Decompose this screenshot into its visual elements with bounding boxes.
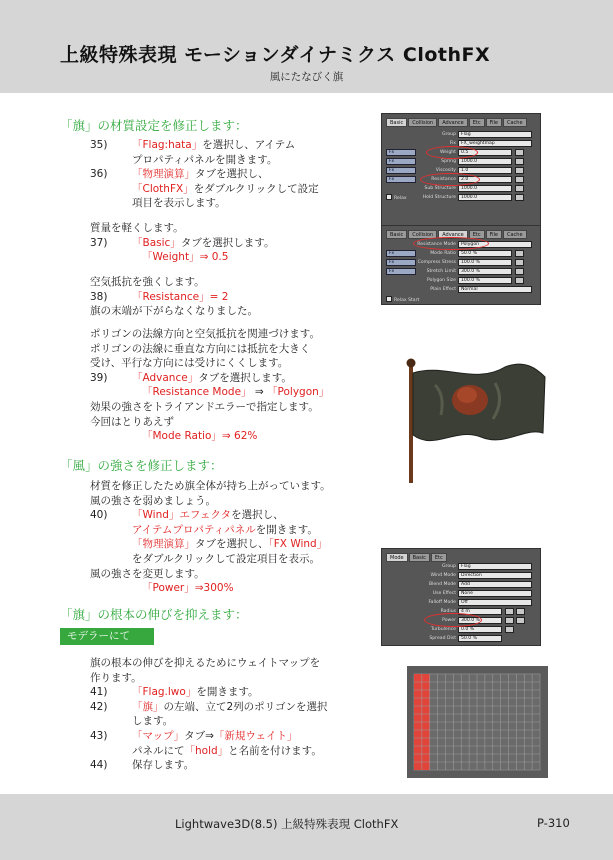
power-field[interactable]: 300.0 % bbox=[458, 617, 502, 624]
weight-field[interactable]: 0.5 bbox=[458, 149, 512, 156]
radius-envelope-icon[interactable] bbox=[505, 608, 514, 615]
tab-advance[interactable]: Advance bbox=[438, 118, 468, 127]
instruction-step-39: ポリゴンの法線方向と空気抵抗を関連づけます。 ポリゴンの法線に垂直な方向には抵抗を大きく 受け、平行な方向には受けにくくします。 39) 「Advance」タブを選択します。 「Resistance Mode」 ⇒ 「Polygon」 効果の強さをトライアンドエラーで指定します。 今回はとりあえず 「Mode Ratio」⇒ 62% bbox=[90, 328, 330, 443]
compress-stress-field[interactable]: 100.0 % bbox=[458, 259, 512, 266]
row-wind-mode: Wind Mode Direction bbox=[382, 572, 542, 580]
tab-collision[interactable]: Collision bbox=[408, 118, 437, 127]
weight-map-grid bbox=[407, 666, 548, 778]
row-polygon-size: Polygon Size 100.0 % bbox=[382, 277, 542, 285]
blend-mode-select[interactable]: Add bbox=[458, 581, 532, 588]
weight-envelope-button[interactable]: Fx bbox=[386, 149, 416, 156]
row-group: Group Flag bbox=[382, 131, 542, 139]
resistance-highlight-circle bbox=[420, 173, 480, 186]
resistance-mode-highlight-circle bbox=[413, 237, 489, 250]
row-weight: Fx Weight 0.5 bbox=[382, 149, 542, 157]
polygon-size-field[interactable]: 100.0 % bbox=[458, 277, 512, 284]
spring-envelope-icon[interactable] bbox=[515, 158, 524, 165]
viscosity-envelope-button[interactable]: Fx bbox=[386, 167, 416, 174]
page-title: 上級特殊表現 モーションダイナミクス ClothFX bbox=[60, 44, 491, 66]
panel-tabs bbox=[386, 553, 448, 562]
flag-render-image bbox=[385, 355, 555, 485]
mode-ratio-field[interactable]: 50.0 % bbox=[458, 250, 512, 257]
row-stretch-limit: Fx Stretch Limit 300.0 % bbox=[382, 268, 542, 276]
mode-ratio-envelope-icon[interactable] bbox=[515, 250, 524, 257]
row-hold-structure: Relax Hold Structure 1000.0 bbox=[382, 194, 542, 202]
row-power: Power 300.0 % bbox=[382, 617, 542, 625]
compress-envelope-button[interactable]: Fx bbox=[386, 259, 416, 266]
tab-etc[interactable]: Etc bbox=[469, 118, 485, 127]
row-viscosity: Fx Viscosity 1.0 bbox=[382, 167, 542, 175]
turbulence-envelope-icon[interactable] bbox=[505, 626, 514, 633]
wind-mode-select[interactable]: Direction bbox=[458, 572, 532, 579]
fxwind-panel bbox=[381, 548, 541, 646]
spread-dist-field[interactable]: 50.0 % bbox=[458, 635, 502, 642]
sub-structure-field[interactable]: 1000.0 bbox=[458, 185, 512, 192]
footer-title: Lightwave3D(8.5) 上級特殊表現 ClothFX bbox=[175, 817, 399, 831]
tab-file[interactable]: File bbox=[486, 230, 502, 239]
resistance-mode-select[interactable]: Polygon bbox=[458, 241, 532, 248]
row-radius: Radius 4 m bbox=[382, 608, 542, 616]
weight-envelope-icon[interactable] bbox=[515, 149, 524, 156]
hold-structure-field[interactable]: 1000.0 bbox=[458, 194, 512, 201]
panel-tabs bbox=[386, 118, 528, 127]
row-falloff-mode: Falloff Mode Off bbox=[382, 599, 542, 607]
instruction-step-35: 35) 「Flag:hata」を選択し、アイテム プロパティパネルを開きます。 36) 「物理演算」タブを選択し、 「ClothFX」をダブルクリックして設定 項目を表示します。 bbox=[90, 139, 319, 210]
radius-field[interactable]: 4 m bbox=[458, 608, 502, 615]
clothfx-advance-panel bbox=[381, 225, 541, 305]
tab-basic[interactable]: Basic bbox=[386, 230, 407, 239]
resistance-envelope-icon[interactable] bbox=[515, 176, 524, 183]
resistance-field[interactable]: 2.0 bbox=[458, 176, 512, 183]
row-use-effect: Use Effect None bbox=[382, 590, 542, 598]
clothfx-basic-panel bbox=[381, 113, 541, 234]
row-spring: Fx Spring 1000.0 bbox=[382, 158, 542, 166]
modeler-badge: モデラーにて bbox=[60, 628, 154, 645]
viscosity-envelope-icon[interactable] bbox=[515, 167, 524, 174]
hold-structure-envelope-icon[interactable] bbox=[515, 194, 524, 201]
sub-structure-envelope-icon[interactable] bbox=[515, 185, 524, 192]
relax-checkbox[interactable]: Relax bbox=[386, 194, 407, 202]
compress-envelope-icon[interactable] bbox=[515, 259, 524, 266]
group-select[interactable]: Flag bbox=[458, 563, 532, 570]
polygon-size-envelope-icon[interactable] bbox=[515, 277, 524, 284]
tab-cache[interactable]: Cache bbox=[503, 118, 527, 127]
relax-start-checkbox[interactable]: Relax Start bbox=[386, 296, 419, 304]
spring-envelope-button[interactable]: Fx bbox=[386, 158, 416, 165]
resistance-envelope-button[interactable]: Fx bbox=[386, 176, 416, 183]
row-mode-ratio: Fx Mode Ratio 50.0 % bbox=[382, 250, 542, 258]
tab-file[interactable]: File bbox=[486, 118, 502, 127]
row-plain-effect: Plain Effect Normal bbox=[382, 286, 542, 294]
page-header bbox=[0, 0, 613, 93]
row-compress-stress: Fx Compress Stress 100.0 % bbox=[382, 259, 542, 267]
stretch-limit-field[interactable]: 300.0 % bbox=[458, 268, 512, 275]
stretch-envelope-button[interactable]: Fx bbox=[386, 268, 416, 275]
spring-field[interactable]: 1000.0 bbox=[458, 158, 512, 165]
tab-etc[interactable]: Etc bbox=[469, 230, 485, 239]
fix-select[interactable]: FX_weightmap bbox=[458, 140, 532, 147]
falloff-mode-select[interactable]: Off bbox=[458, 599, 532, 606]
page-footer bbox=[0, 794, 613, 860]
tab-advance[interactable]: Advance bbox=[438, 230, 468, 239]
tab-cache[interactable]: Cache bbox=[503, 230, 527, 239]
row-spread-dist: Spread Dist 50.0 % bbox=[382, 635, 542, 643]
row-blend-mode: Blend Mode Add bbox=[382, 581, 542, 589]
section-heading-wind-strength: 「風」の強さを修正します： bbox=[60, 458, 223, 473]
row-sub-structure: Sub Structure 1000.0 bbox=[382, 185, 542, 193]
instruction-step-37: 質量を軽くします。 37) 「Basic」タブを選択します。 「Weight」⇒ 0.5 bbox=[90, 222, 275, 264]
power-lock-icon[interactable] bbox=[516, 617, 525, 624]
power-highlight-circle bbox=[424, 613, 482, 627]
power-envelope-icon[interactable] bbox=[505, 617, 514, 624]
plain-effect-select[interactable]: Normal bbox=[458, 286, 532, 293]
radius-lock-icon[interactable] bbox=[516, 608, 525, 615]
tab-basic[interactable]: Basic bbox=[386, 118, 407, 127]
turbulence-field[interactable]: 0.0 % bbox=[458, 626, 502, 633]
row-fix: Fix FX_weightmap bbox=[382, 140, 542, 148]
mode-ratio-envelope-button[interactable]: Fx bbox=[386, 250, 416, 257]
row-resistance: Fx Resistance 2.0 bbox=[382, 176, 542, 184]
stretch-envelope-icon[interactable] bbox=[515, 268, 524, 275]
row-group: Group Flag bbox=[382, 563, 542, 571]
tab-basic[interactable]: Basic bbox=[409, 553, 430, 562]
section-heading-flag-material: 「旗」の材質設定を修正します： bbox=[60, 118, 248, 133]
tab-mode[interactable]: Mode bbox=[386, 553, 408, 562]
group-select[interactable]: Flag bbox=[458, 131, 532, 138]
section-heading-flag-root: 「旗」の根本の伸びを抑えます： bbox=[60, 607, 248, 622]
tab-etc[interactable]: Etc bbox=[431, 553, 447, 562]
page-number: P-310 bbox=[537, 816, 570, 830]
instruction-step-40: 材質を修正したため旗全体が持ち上がっています。 風の強さを弱めましょう。 40) 「Wind」エフェクタを選択し、 アイテムプロパティパネルを開きます。 「物理演算」タブを選択し、「FX Wind」 をダブルクリックして設定項目を表示。 風の強さを変更します。 「Power」⇒300% bbox=[90, 480, 331, 595]
instruction-step-41-44: 旗の根本の伸びを抑えるためにウェイトマップを 作ります。 41) 「Flag.lwo」を開きます。 42) 「旗」の左端、立て2列のポリゴンを選択 します。 43) 「マップ」タブ⇒「新規ウェイト」 パネルにて「hold」と名前を付けます。 44) 保存します。 bbox=[90, 657, 328, 772]
instruction-step-38: 空気抵抗を強くします。 38) 「Resistance」= 2 旗の末端が下がらなくなりました。 bbox=[90, 276, 258, 318]
weight-highlight-circle bbox=[426, 146, 478, 159]
tab-collision[interactable]: Collision bbox=[408, 230, 437, 239]
page-subtitle: 風にたなびく旗 bbox=[269, 71, 344, 83]
row-resistance-mode: Resistance Mode Polygon bbox=[382, 241, 542, 249]
weight-map-viewport[interactable] bbox=[407, 666, 548, 778]
row-turbulence: Turbulence 0.0 % bbox=[382, 626, 542, 634]
viscosity-field[interactable]: 1.0 bbox=[458, 167, 512, 174]
use-effect-select[interactable]: None bbox=[458, 590, 532, 597]
